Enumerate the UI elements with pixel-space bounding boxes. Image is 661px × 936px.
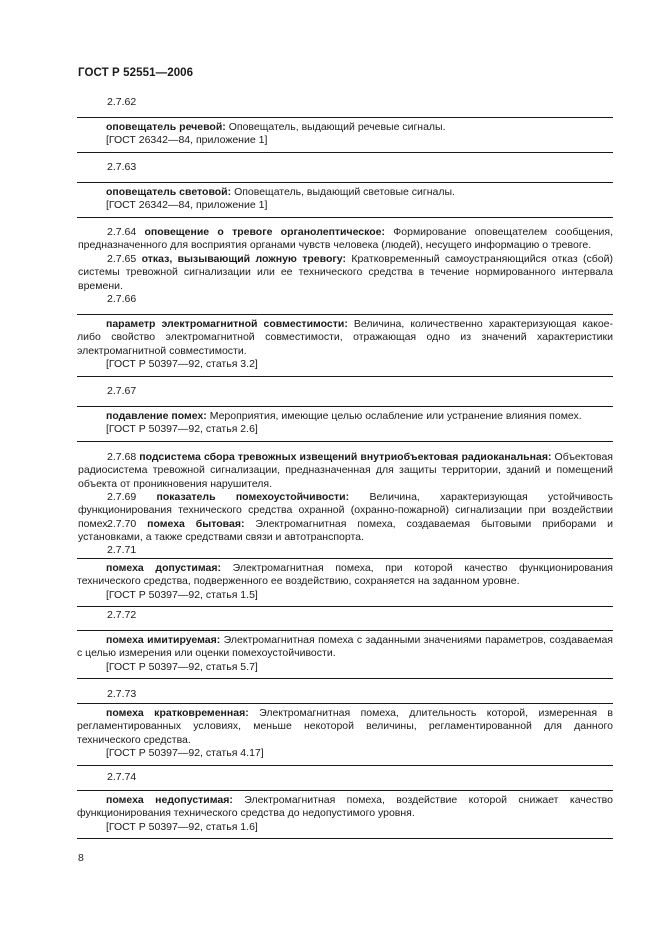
term-text: Электромагнитная помеха, длительность которой, измеренная в регламентированных условиях, меньше некоторой величины, регламентированной для данного технического средства. <box>77 707 614 746</box>
term-name: помеха имитируемая: <box>106 634 221 646</box>
term-reference: [ГОСТ 26342—84, приложение 1] <box>106 134 268 147</box>
term-text: Мероприятия, имеющие целью ослабление или устранение влияния помех. <box>209 410 582 422</box>
term-text: Объектовая радиосистема тревожной сигнализации, предназначенная для защиты территории, зданий и помещений объекта от проникновения нарушителя. <box>78 451 613 490</box>
page-number: 8 <box>78 852 84 864</box>
clause-number: 2.7.69 <box>107 491 137 503</box>
term-paragraph <box>78 518 613 545</box>
clause-number: 2.7.71 <box>107 544 137 556</box>
term-text: Электромагнитная помеха, воздействие которой снижает качество функционирования технического средства до недопустимого уровня. <box>77 794 613 820</box>
term-name: параметр электромагнитной совместимости: <box>106 318 348 330</box>
term-reference: [ГОСТ Р 50397—92, статья 3.2] <box>106 358 258 371</box>
term-name: оповещатель световой: <box>106 186 232 198</box>
term-name: отказ, вызывающий ложную тревогу: <box>141 253 346 265</box>
term-reference: [ГОСТ Р 50397—92, статья 4.17] <box>106 747 264 760</box>
term-name: подавление помех: <box>106 410 207 422</box>
clause-number: 2.7.63 <box>107 161 137 173</box>
clause-number: 2.7.66 <box>107 293 137 305</box>
term-definition <box>77 707 613 747</box>
clause-number: 2.7.67 <box>107 385 137 397</box>
term-definition <box>77 186 613 199</box>
term-name: помеха допустимая: <box>106 562 221 574</box>
term-reference: [ГОСТ Р 50397—92, статья 5.7] <box>106 660 258 673</box>
term-paragraph <box>78 253 613 293</box>
clause-number: 2.7.64 <box>107 226 137 238</box>
clause-number: 2.7.73 <box>107 688 137 700</box>
term-text: Оповещатель, выдающий речевые сигналы. <box>228 121 446 133</box>
term-reference: [ГОСТ Р 50397—92, статья 1.6] <box>106 820 258 833</box>
term-definition <box>77 318 613 358</box>
term-box <box>77 630 613 679</box>
term-definition <box>77 121 613 134</box>
clause-number: 2.7.68 <box>107 451 137 463</box>
term-definition <box>77 634 613 661</box>
clause-number: 2.7.70 <box>107 518 137 530</box>
document-header: ГОСТ Р 52551—2006 <box>78 67 194 79</box>
term-paragraph <box>78 451 613 491</box>
term-name: показатель помехоустойчивости: <box>156 491 350 503</box>
term-reference: [ГОСТ 26342—84, приложение 1] <box>106 199 268 212</box>
term-box <box>77 406 613 442</box>
clause-number: 2.7.62 <box>107 96 137 108</box>
term-text: Электромагнитная помеха с заданными значениями параметров, создаваемая с целью измерения или оценки помехоустойчивости. <box>77 634 613 660</box>
term-name: помеха недопустимая: <box>106 794 233 806</box>
clause-number: 2.7.72 <box>107 609 137 621</box>
term-reference: [ГОСТ Р 50397—92, статья 2.6] <box>106 423 258 436</box>
term-box <box>77 117 613 153</box>
term-text: Кратковременный самоустраняющийся отказ (сбой) системы тревожной сигнализации или ее технического средства в течение нормированного интервала времени. <box>78 253 613 292</box>
term-name: оповещение о тревоге органолептическое: <box>144 226 386 238</box>
term-name: подсистема сбора тревожных извещений внутриобъектовая радиоканальная: <box>139 451 552 463</box>
term-text: Электромагнитная помеха, при которой качество функционирования технического средства, подверженного ее воздействию, сохраняется на заданном уровне. <box>77 562 613 588</box>
term-name: помеха кратковременная: <box>106 707 249 719</box>
term-box <box>77 314 613 377</box>
term-box <box>77 790 613 839</box>
term-box <box>77 703 613 766</box>
term-definition <box>77 562 613 589</box>
clause-number: 2.7.65 <box>107 253 137 265</box>
term-definition <box>77 410 613 423</box>
term-name: помеха бытовая: <box>147 518 245 530</box>
term-reference: [ГОСТ Р 50397—92, статья 1.5] <box>106 588 258 601</box>
term-text: Формирование оповещателем сообщения, предназначенного для восприятия органами чувств человека (людей), несущего информацию о тревоге. <box>78 226 613 252</box>
clause-number: 2.7.74 <box>107 771 137 783</box>
term-definition <box>77 794 613 821</box>
term-paragraph <box>78 226 613 253</box>
term-text: Оповещатель, выдающий световые сигналы. <box>234 186 455 198</box>
term-box <box>77 182 613 218</box>
term-text: Величина, количественно характеризующая какое-либо свойство электромагнитной совместимости, отражающая одно из значений характеристики электромагнитной совместимости. <box>77 318 614 357</box>
term-text: Электромагнитная помеха, создаваемая бытовыми приборами и установками, а также средствами связи и автотранспорта. <box>78 518 613 544</box>
term-text: Величина, характеризующая устойчивость функционирования технического средства охранной (охранно-пожарной) сигнализации при воздействии помех. <box>78 491 613 530</box>
term-box <box>77 558 613 607</box>
term-name: оповещатель речевой: <box>106 121 226 133</box>
